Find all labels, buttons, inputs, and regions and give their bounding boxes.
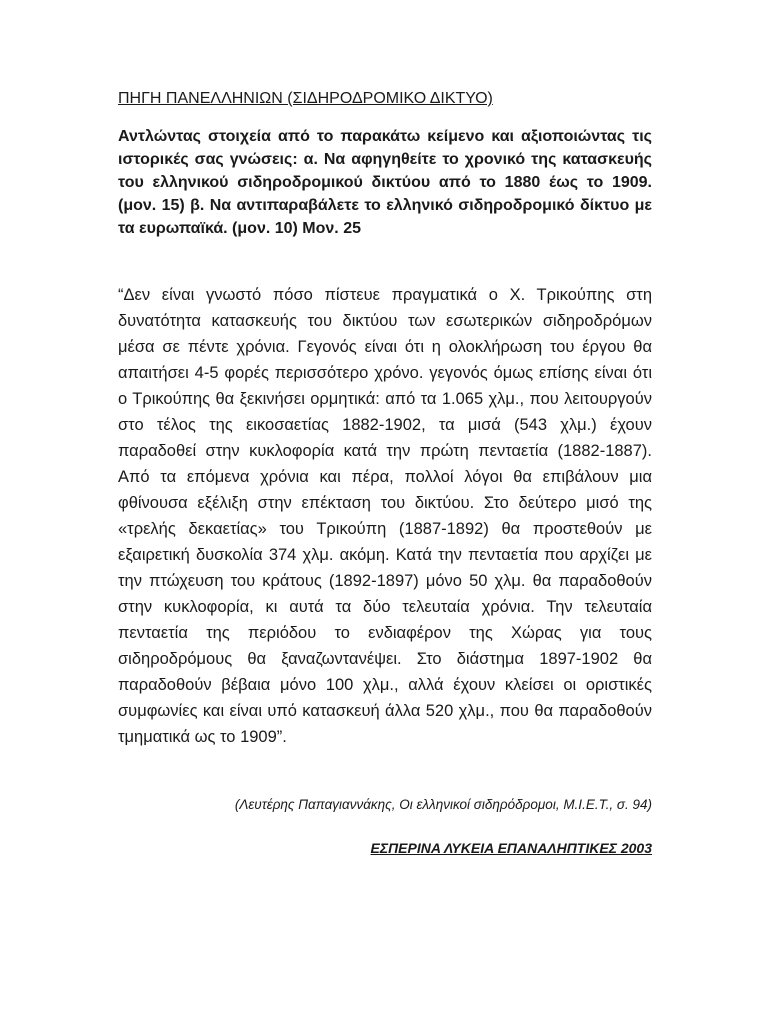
exam-footer: ΕΣΠΕΡΙΝΑ ΛΥΚΕΙΑ ΕΠΑΝΑΛΗΠΤΙΚΕΣ 2003 xyxy=(370,840,652,856)
exam-question: Αντλώντας στοιχεία από το παρακάτω κείμενο και αξιοποιώντας τις ιστορικές σας γνώσεις: α. Να αφηγηθείτε το χρονικό της κατασκευής του ελληνικού σιδηροδρομικού δικτύου από το 1880 έως το 1909. (μον. 15) β. Να αντιπαραβάλετε το ελληνικό σιδηροδρομικό δίκτυο με τα ευρωπαϊκά. (μον. 10) Μον. 25 xyxy=(118,128,652,237)
source-text: “Δεν είναι γνωστό πόσο πίστευε πραγματικά ο Χ. Τρικούπης στη δυνατότητα κατασκευής του δικτύου των εσωτερικών σιδηροδρόμων μέσα σε πέντε χρόνια. Γεγονός είναι ότι η ολοκλήρωση του έργου θα απαιτήσει 4-5 φορές περισσότερο χρόνο. γεγονός όμως επίσης είναι ότι ο Τρικούπης θα ξεκινήσει ορμητικά: από τα 1.065 χλμ., που λειτουργούν στο τέλος της εικοσαετίας 1882-1902, τα μισά (543 χλμ.) έχουν παραδοθεί στην κυκλοφορία κατά την πρώτη πενταετία (1882-1887). Από τα επόμενα χρόνια και πέρα, πολλοί λόγοι θα επιβάλουν μια φθίνουσα εξέλιξη στην επέκταση του δικτύου. Στο δεύτερο μισό της «τρελής δεκαετίας» του Τρικούπη (1887-1892) θα προστεθούν με εξαιρετική δυσκολία 374 χλμ. ακόμη. Κατά την πενταετία που αρχίζει με την πτώχευση του κράτους (1892-1897) μόνο 50 χλμ. θα παραδοθούν στην κυκλοφορία, κι αυτά τα δύο τελευταία χρόνια. Την τελευταία πενταετία της περιόδου το ενδιαφέρον της Χώρας για τους σιδηροδρόμους θα ξαναζωντανέψει. Στο διάστημα 1897-1902 θα παραδοθούν βέβαια μόνο 100 χλμ., αλλά έχουν κλείσει οι οριστικές συμφωνίες και είναι υπό κατασκευή άλλα 520 χλμ., που θα παραδοθούν τμηματικά ως το 1909”. xyxy=(118,286,652,746)
source-citation: (Λευτέρης Παπαγιαννάκης, Οι ελληνικοί σιδηρόδρομοι, Μ.Ι.Ε.Τ., σ. 94) xyxy=(234,797,652,812)
document-heading: ΠΗΓΗ ΠΑΝΕΛΛΗΝΙΩΝ (ΣΙΔΗΡΟΔΡΟΜΙΚΟ ΔΙΚΤΥΟ) xyxy=(118,90,493,107)
